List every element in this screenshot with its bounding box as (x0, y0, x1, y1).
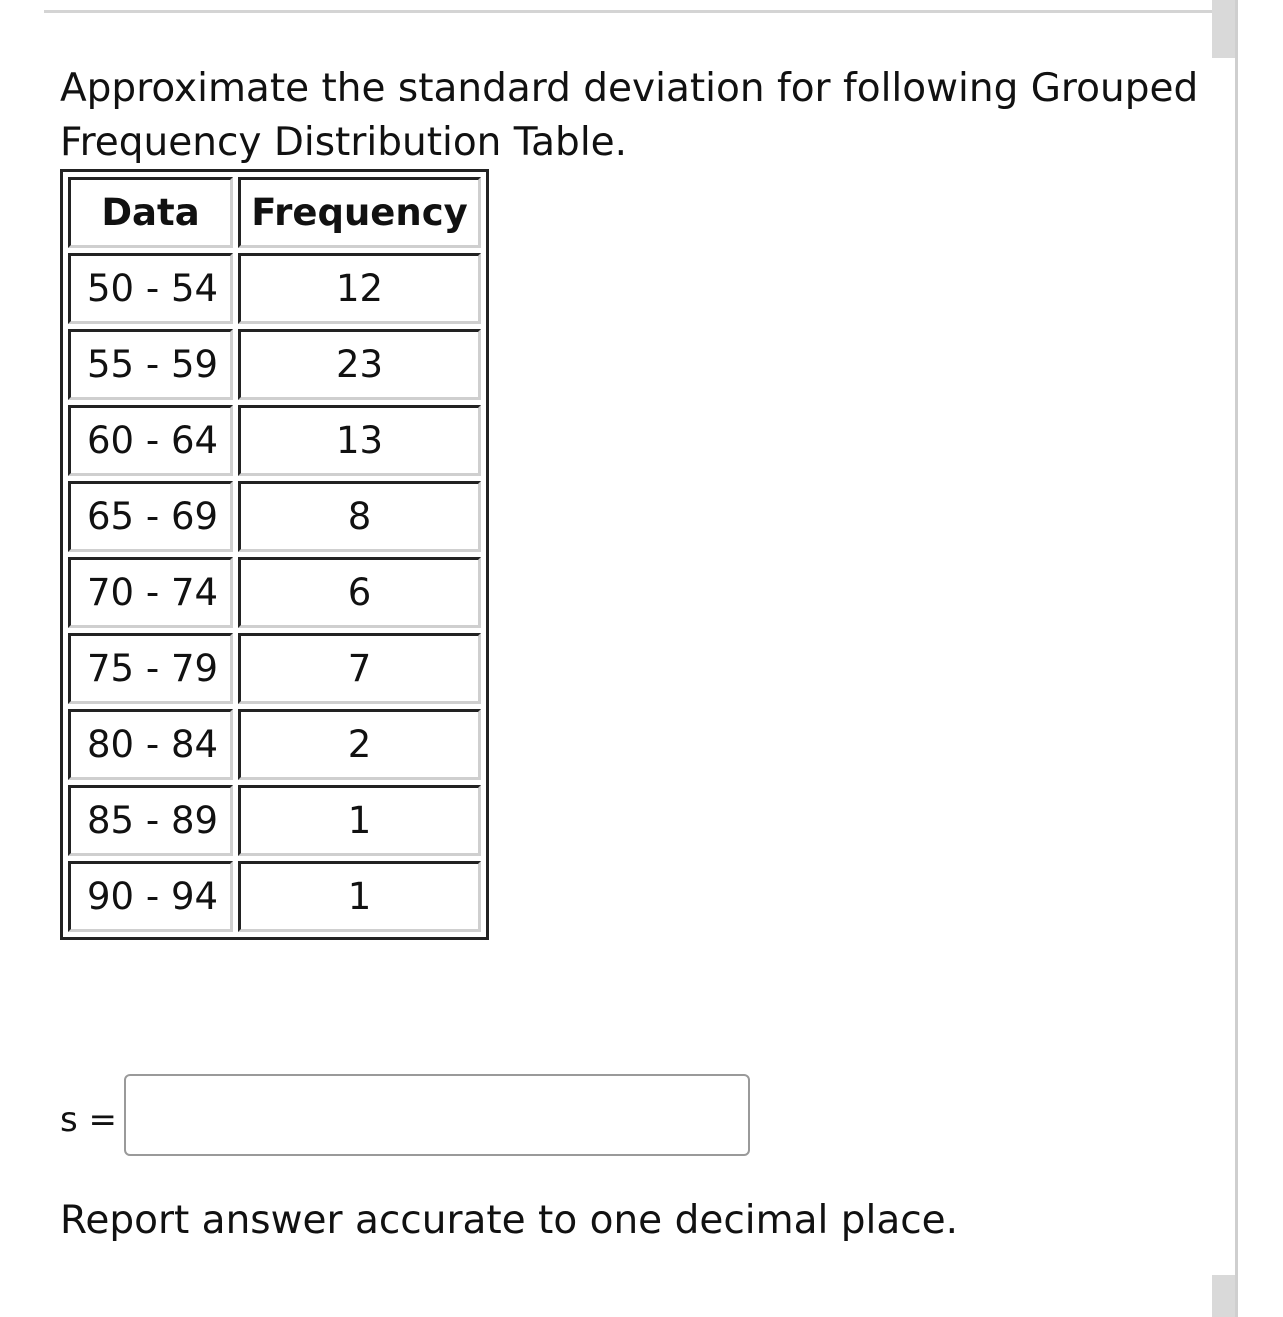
table-row (68, 785, 481, 856)
top-divider (44, 10, 1240, 13)
table-row (68, 861, 481, 932)
scrollbar-thumb[interactable] (1212, 0, 1236, 58)
row-frequency-cell: 6 (238, 557, 481, 628)
table-row (68, 557, 481, 628)
row-frequency-cell: 1 (238, 861, 481, 932)
table-row (68, 405, 481, 476)
header-frequency: Frequency (238, 177, 481, 248)
row-data-cell: 65 - 69 (68, 481, 233, 552)
table-header-row (68, 177, 481, 248)
answer-label: s = (60, 1100, 118, 1140)
row-frequency-cell: 2 (238, 709, 481, 780)
row-data-cell: 85 - 89 (68, 785, 233, 856)
row-frequency-cell: 12 (238, 253, 481, 324)
instruction-note: Report answer accurate to one decimal place. (60, 1198, 959, 1243)
scrollbar-thumb-lower[interactable] (1212, 1275, 1236, 1317)
row-data-cell: 75 - 79 (68, 633, 233, 704)
row-frequency-cell: 8 (238, 481, 481, 552)
row-data-cell: 90 - 94 (68, 861, 233, 932)
row-data-cell: 55 - 59 (68, 329, 233, 400)
table-row (68, 633, 481, 704)
row-frequency-cell: 23 (238, 329, 481, 400)
row-data-cell: 50 - 54 (68, 253, 233, 324)
table-row (68, 709, 481, 780)
frequency-table (60, 169, 489, 940)
scrollbar-edge (1235, 0, 1238, 1317)
row-frequency-cell: 7 (238, 633, 481, 704)
table-row (68, 329, 481, 400)
table-row (68, 253, 481, 324)
standard-deviation-input[interactable] (124, 1074, 750, 1156)
table-row (68, 481, 481, 552)
row-frequency-cell: 13 (238, 405, 481, 476)
row-data-cell: 80 - 84 (68, 709, 233, 780)
row-frequency-cell: 1 (238, 785, 481, 856)
header-data: Data (68, 177, 233, 248)
row-data-cell: 60 - 64 (68, 405, 233, 476)
answer-row (60, 1074, 760, 1160)
question-text: Approximate the standard deviation for following Grouped Frequency Distribution Table. (60, 66, 1199, 165)
row-data-cell: 70 - 74 (68, 557, 233, 628)
